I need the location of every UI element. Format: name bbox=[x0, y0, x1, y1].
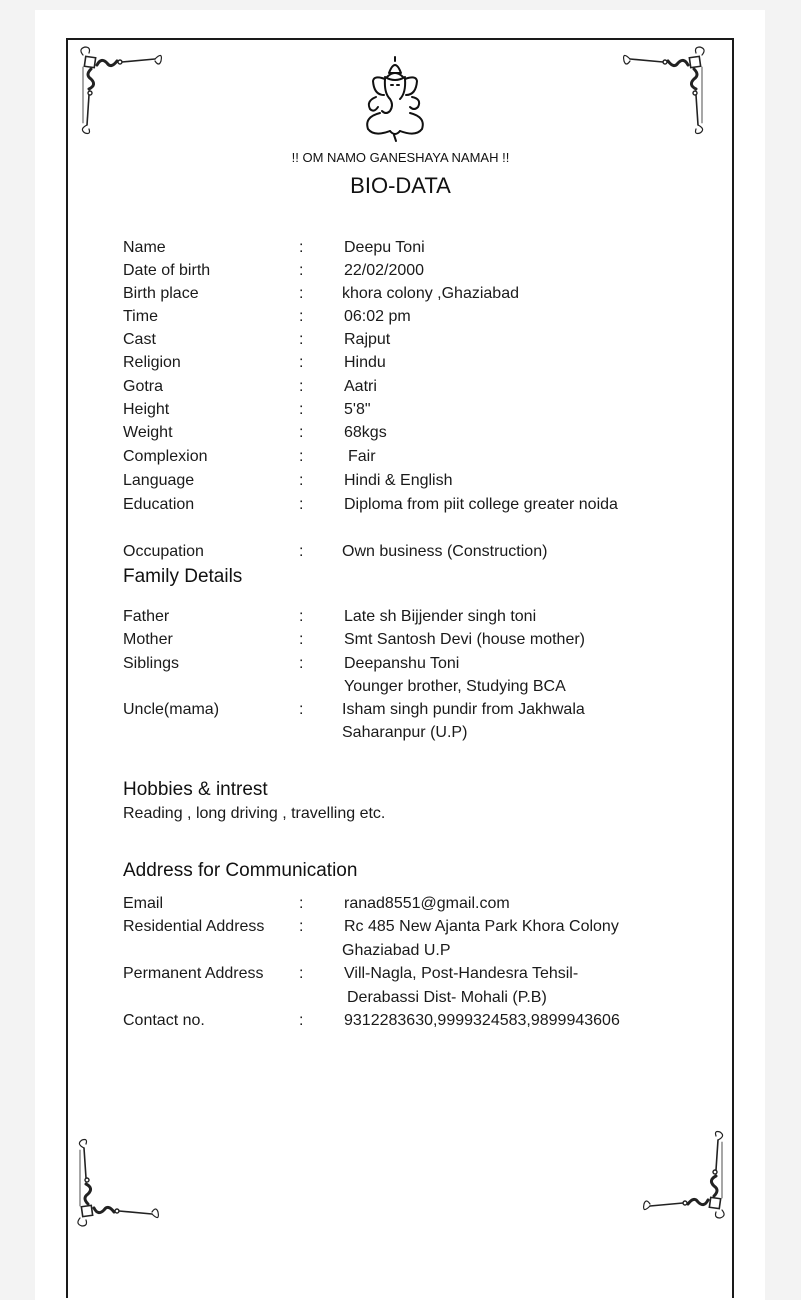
detail-value: Hindi & English bbox=[344, 472, 453, 489]
family-row-father bbox=[123, 605, 743, 628]
detail-separator: : bbox=[299, 965, 304, 982]
detail-label: Name bbox=[123, 239, 166, 256]
detail-row-cast bbox=[123, 328, 743, 351]
corner-ornament-bottom-right-icon bbox=[620, 1110, 730, 1220]
detail-row-complexion bbox=[123, 445, 743, 468]
detail-separator: : bbox=[299, 918, 304, 935]
detail-label: Father bbox=[123, 608, 170, 625]
page-title: BIO-DATA bbox=[350, 173, 451, 198]
detail-row-weight bbox=[123, 421, 743, 444]
detail-label: Siblings bbox=[123, 655, 180, 672]
detail-separator: : bbox=[299, 378, 304, 395]
detail-label: Education bbox=[123, 496, 195, 513]
family-row-mother bbox=[123, 628, 743, 651]
detail-separator: : bbox=[299, 631, 304, 648]
hobbies-heading: Hobbies & intrest bbox=[123, 779, 268, 800]
detail-row-gotra bbox=[123, 375, 743, 398]
corner-ornament-top-left-icon bbox=[75, 45, 185, 155]
detail-label: Cast bbox=[123, 331, 156, 348]
detail-label: Gotra bbox=[123, 378, 164, 395]
detail-separator: : bbox=[299, 895, 304, 912]
detail-separator: : bbox=[299, 354, 304, 371]
family-row-uncle bbox=[123, 698, 743, 721]
hobbies-text: Reading , long driving , travelling etc. bbox=[123, 805, 386, 822]
corner-ornament-bottom-left-icon bbox=[72, 1118, 182, 1228]
detail-separator: : bbox=[299, 424, 304, 441]
detail-value: khora colony ,Ghaziabad bbox=[342, 285, 519, 302]
detail-label: Language bbox=[123, 472, 195, 489]
contact-value: 9312283630,9999324583,9899943606 bbox=[344, 1012, 620, 1029]
detail-separator: : bbox=[299, 239, 304, 256]
detail-separator: : bbox=[299, 701, 304, 718]
address-row-contact bbox=[123, 1009, 743, 1032]
detail-label: Occupation bbox=[123, 543, 204, 560]
detail-row-language bbox=[123, 469, 743, 492]
detail-label: Mother bbox=[123, 631, 173, 648]
detail-row-height bbox=[123, 398, 743, 421]
detail-row-date-of-birth bbox=[123, 259, 743, 282]
detail-value: 06:02 pm bbox=[344, 308, 411, 325]
mantra-text: !! OM NAMO GANESHAYA NAMAH !! bbox=[291, 150, 510, 165]
detail-separator: : bbox=[299, 655, 304, 672]
detail-value-continued: Saharanpur (U.P) bbox=[342, 724, 468, 741]
detail-label: Contact no. bbox=[123, 1012, 205, 1029]
detail-separator: : bbox=[299, 1012, 304, 1029]
address-row-residential bbox=[123, 915, 743, 938]
detail-value: Late sh Bijjender singh toni bbox=[344, 608, 537, 625]
detail-separator: : bbox=[299, 285, 304, 302]
detail-separator: : bbox=[299, 262, 304, 279]
detail-value: 68kgs bbox=[344, 424, 387, 441]
corner-ornament-top-right-icon bbox=[600, 45, 710, 155]
email-value: ranad8551@gmail.com bbox=[344, 895, 510, 912]
detail-label: Email bbox=[123, 895, 164, 912]
detail-label: Height bbox=[123, 401, 170, 418]
detail-value-continued: Ghaziabad U.P bbox=[342, 942, 451, 959]
detail-row-name bbox=[123, 236, 743, 259]
family-row-siblings bbox=[123, 652, 743, 675]
detail-value: Isham singh pundir from Jakhwala bbox=[342, 701, 585, 718]
detail-label: Uncle(mama) bbox=[123, 701, 220, 718]
address-row-permanent bbox=[123, 962, 743, 985]
detail-label: Permanent Address bbox=[123, 965, 264, 982]
detail-separator: : bbox=[299, 448, 304, 465]
detail-row-education bbox=[123, 493, 743, 516]
detail-separator: : bbox=[299, 608, 304, 625]
detail-separator: : bbox=[299, 496, 304, 513]
detail-value: Fair bbox=[348, 448, 376, 465]
detail-separator: : bbox=[299, 308, 304, 325]
detail-row-occupation bbox=[123, 540, 743, 563]
detail-label: Complexion bbox=[123, 448, 208, 465]
detail-value-continued: Derabassi Dist- Mohali (P.B) bbox=[347, 989, 547, 1006]
detail-value: Rajput bbox=[344, 331, 391, 348]
detail-row-religion bbox=[123, 351, 743, 374]
detail-value: Deepanshu Toni bbox=[344, 655, 460, 672]
detail-separator: : bbox=[299, 472, 304, 489]
detail-value: 5'8" bbox=[344, 401, 371, 418]
detail-value: Hindu bbox=[344, 354, 386, 371]
detail-row-time bbox=[123, 305, 743, 328]
detail-value: Deepu Toni bbox=[344, 239, 425, 256]
detail-value: Smt Santosh Devi (house mother) bbox=[344, 631, 585, 648]
address-heading: Address for Communication bbox=[123, 860, 358, 881]
detail-label: Time bbox=[123, 308, 158, 325]
detail-label: Birth place bbox=[123, 285, 199, 302]
detail-value: Diploma from piit college greater noida bbox=[344, 496, 618, 513]
detail-value: 22/02/2000 bbox=[344, 262, 425, 279]
detail-separator: : bbox=[299, 543, 304, 560]
detail-label: Religion bbox=[123, 354, 181, 371]
ganesha-icon bbox=[360, 55, 430, 143]
detail-row-birth-place bbox=[123, 282, 743, 305]
detail-value-continued: Younger brother, Studying BCA bbox=[344, 678, 566, 695]
detail-label: Weight bbox=[123, 424, 173, 441]
detail-value: Vill-Nagla, Post-Handesra Tehsil- bbox=[344, 965, 579, 982]
detail-separator: : bbox=[299, 331, 304, 348]
detail-value: Rc 485 New Ajanta Park Khora Colony bbox=[344, 918, 619, 935]
detail-separator: : bbox=[299, 401, 304, 418]
detail-value: Own business (Construction) bbox=[342, 543, 548, 560]
detail-label: Date of birth bbox=[123, 262, 211, 279]
family-details-heading: Family Details bbox=[123, 566, 243, 587]
detail-value: Aatri bbox=[344, 378, 377, 395]
detail-label: Residential Address bbox=[123, 918, 265, 935]
address-row-email bbox=[123, 892, 743, 915]
